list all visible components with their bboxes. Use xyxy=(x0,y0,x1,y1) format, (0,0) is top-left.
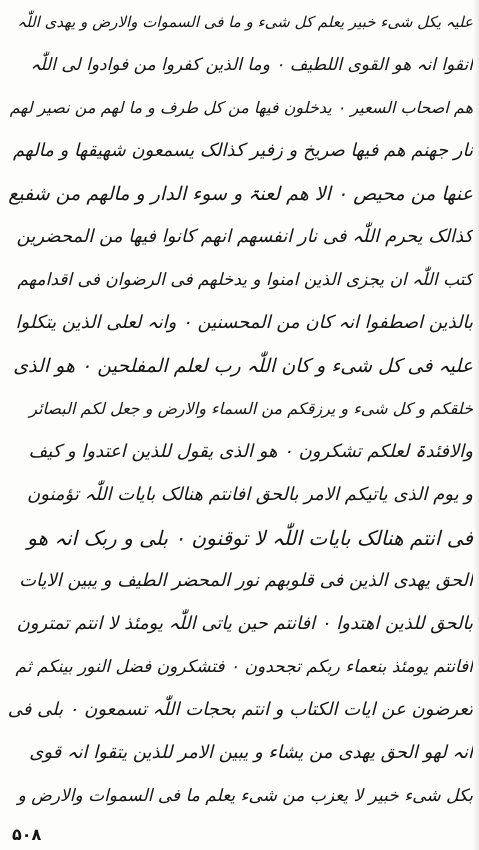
manuscript-line xyxy=(6,436,473,468)
manuscript-line xyxy=(6,221,473,253)
manuscript-line xyxy=(6,135,473,167)
manuscript-line-text: کذالک یحرم اللّٰہ فی نار انفسھم انھم کانوا فیھا من المحضرین xyxy=(16,226,473,247)
manuscript-line xyxy=(6,49,473,81)
page-edge-shadow xyxy=(473,0,479,850)
manuscript-line-text: عنھا من محیص ۰ الا ھم لعنۃ و سوء الدار و مالھم من شفیع xyxy=(8,183,473,205)
manuscript-line-text: افانتم یومئذ بنعماء ربکم تجحدون ۰ فتشکرون فضل النور بینکم ثم xyxy=(15,657,473,677)
manuscript-line xyxy=(6,6,473,38)
manuscript-line xyxy=(6,307,473,339)
manuscript-line-text: بالحق للذین اھتدوا ۰ افانتم حین یاتی اللّٰہ یومئذ لا انتم تمترون xyxy=(16,613,473,634)
manuscript-line xyxy=(6,178,473,210)
manuscript-line-text: کتب اللّٰہ ان یجزی الذین امنوا و یدخلھم فی الرضوان فی اقدامھم xyxy=(17,270,473,290)
manuscript-line xyxy=(6,522,473,554)
manuscript-line xyxy=(6,92,473,124)
manuscript-line-text: و یوم الذی یاتیکم الامر بالحق افانتم ھنالک بایات اللّٰہ تؤمنون xyxy=(26,484,473,505)
manuscript-line-text: علیہ یکل شیء خبیر یعلم کل شیء و ما فی السموات والارض و یھدی اللّٰہ xyxy=(17,13,473,31)
page-number: ۵۰۸ xyxy=(12,825,42,844)
manuscript-line xyxy=(6,479,473,511)
manuscript-line-text: بالذین اصطفوا انہ کان من المحسنین ۰ وانہ لعلی الذین یتکلوا xyxy=(15,312,473,333)
manuscript-line-text: والافئدۃ لعلکم تشکرون ۰ ھو الذی یقول للذین اعتدوا و کیف xyxy=(28,441,473,462)
manuscript-line-text: انقوا انہ ھو القوی اللطیف ۰ وما الذین کفروا من فوادوا لی اللّٰہ xyxy=(30,55,473,75)
manuscript-line-text: تعرضون عن ایات الکتاب و انتم بحجات اللّٰہ تسمعون ۰ بلی فی xyxy=(7,699,473,720)
manuscript-line xyxy=(6,350,473,382)
manuscript-line xyxy=(6,780,473,812)
manuscript-line xyxy=(6,737,473,769)
manuscript-line-text: الحق یھدی الذین فی قلوبھم نور المحضر الطیف و یبین الایات xyxy=(19,570,473,591)
manuscript-line xyxy=(6,651,473,683)
manuscript-line xyxy=(6,608,473,640)
manuscript-line xyxy=(6,565,473,597)
manuscript-text-block xyxy=(6,6,473,818)
manuscript-line-text: ھم اصحاب السعیر ۰ یدخلون فیھا من کل طرف و ما لھم من نصیر لھم xyxy=(9,98,473,117)
manuscript-line xyxy=(6,264,473,296)
manuscript-line-text: نار جھنم ھم فیھا صریخ و زفیر کذالک یسمعون شھیقھا و مالھم xyxy=(12,140,473,161)
manuscript-line-text: بکل شیء خبیر لا یعزب من شیء یعلم ما فی السموات والارض و xyxy=(17,786,473,806)
manuscript-line xyxy=(6,393,473,425)
manuscript-line-text: خلقکم و کل شیء و یرزقکم من السماء والارض و جعل لکم البصائر xyxy=(29,399,473,418)
manuscript-line-text: علیہ فی کل شیء و کان اللّٰہ رب لعلم المفلحین ۰ ھو الذی xyxy=(13,355,473,377)
manuscript-line-text: فی انتم ھنالک بایات اللّٰہ لا توقنون ۰ بلی و ربک انہ ھو xyxy=(27,526,473,550)
manuscript-line-text: انہ لھو الحق یھدی من یشاء و یبین الامر للذین یتقوا انہ قوی xyxy=(29,742,473,763)
manuscript-line xyxy=(6,694,473,726)
